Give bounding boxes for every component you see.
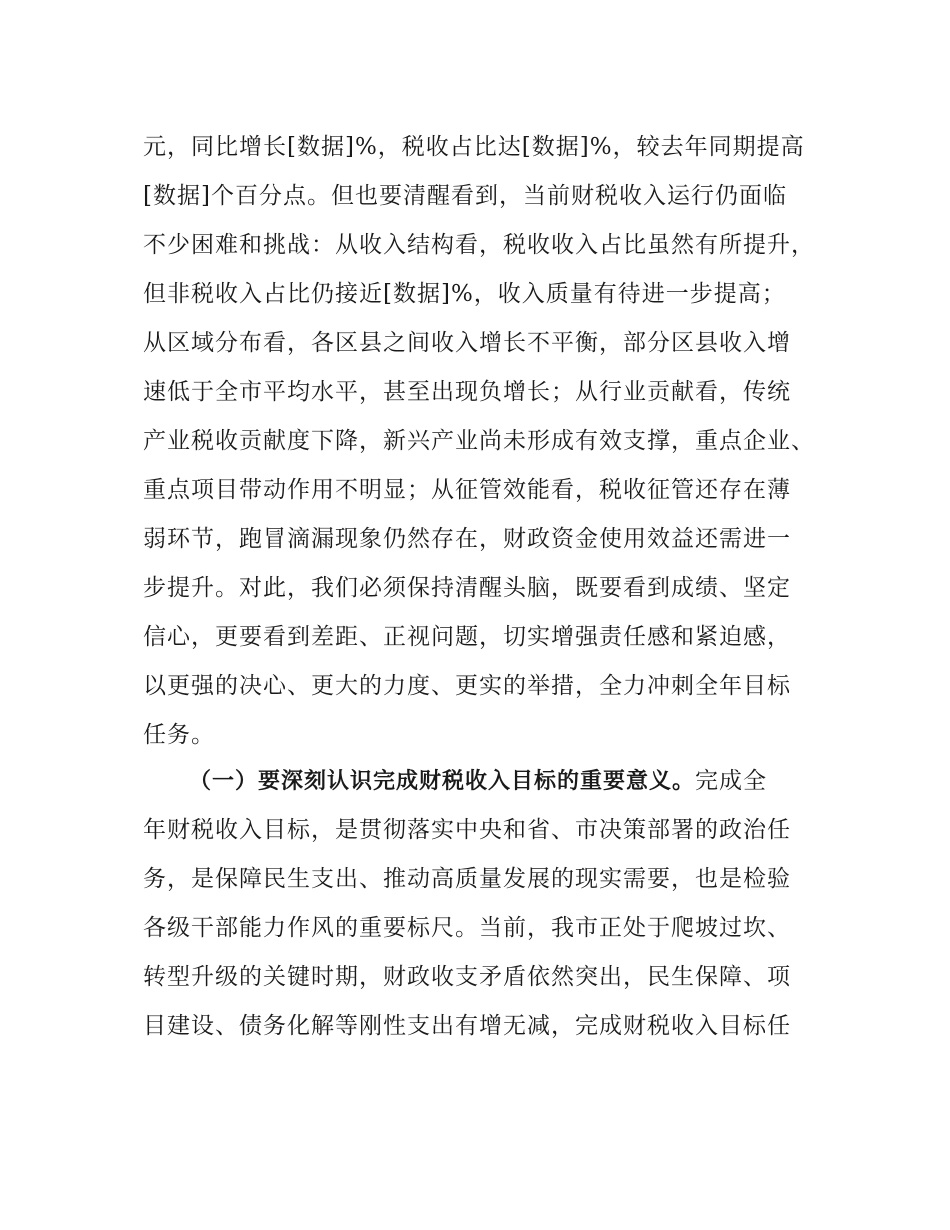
- paragraph-line: 从区域分布看，各区县之间收入增长不平衡，部分区县收入增: [143, 330, 791, 356]
- paragraph-line: 元，同比增长[数据]%，税收占比达[数据]%，较去年同期提高: [143, 134, 805, 160]
- section-heading: （一）要深刻认识完成财税收入目标的重要意义。: [189, 769, 696, 794]
- paragraph-line: 但非税收入占比仍接近[数据]%，收入质量有待进一步提高；: [143, 281, 786, 307]
- paragraph-first-line: [143, 757, 823, 806]
- paragraph-2: [143, 757, 823, 1051]
- paragraph-line: 重点项目带动作用不明显；从征管效能看，税收征管还存在薄: [143, 477, 791, 503]
- paragraph-line: 产业税收贡献度下降，新兴产业尚未形成有效支撑，重点企业、: [143, 428, 815, 454]
- paragraph-line: [数据]个百分点。但也要清醒看到，当前财税收入运行仍面临: [143, 183, 787, 209]
- paragraph-line: 目建设、债务化解等刚性支出有增无减，完成财税收入目标任: [143, 1013, 791, 1039]
- paragraph-line: 步提升。对此，我们必须保持清醒头脑，既要看到成绩、坚定: [143, 575, 791, 601]
- paragraph-line: 转型升级的关键时期，财政收支矛盾依然突出，民生保障、项: [143, 964, 791, 990]
- paragraph-line: 务，是保障民生支出、推动高质量发展的现实需要，也是检验: [143, 866, 791, 892]
- paragraph-line: 信心，更要看到差距、正视问题，切实增强责任感和紧迫感，: [143, 624, 791, 650]
- paragraph-line: 各级干部能力作风的重要标尺。当前，我市正处于爬坡过坎、: [143, 915, 791, 941]
- paragraph-line: 不少困难和挑战：从收入结构看，税收收入占比虽然有所提升，: [143, 232, 815, 258]
- paragraph-line: 年财税收入目标，是贯彻落实中央和省、市决策部署的政治任: [143, 817, 791, 843]
- paragraph-text: 完成全: [695, 768, 768, 794]
- paragraph-line: 以更强的决心、更大的力度、更实的举措，全力冲刺全年目标: [143, 673, 791, 699]
- paragraph-line: 速低于全市平均水平，甚至出现负增长；从行业贡献看，传统: [143, 379, 791, 405]
- paragraph-1: [143, 123, 823, 760]
- paragraph-line: 任务。: [143, 722, 215, 748]
- paragraph-line: 弱环节，跑冒滴漏现象仍然存在，财政资金使用效益还需进一: [143, 526, 791, 552]
